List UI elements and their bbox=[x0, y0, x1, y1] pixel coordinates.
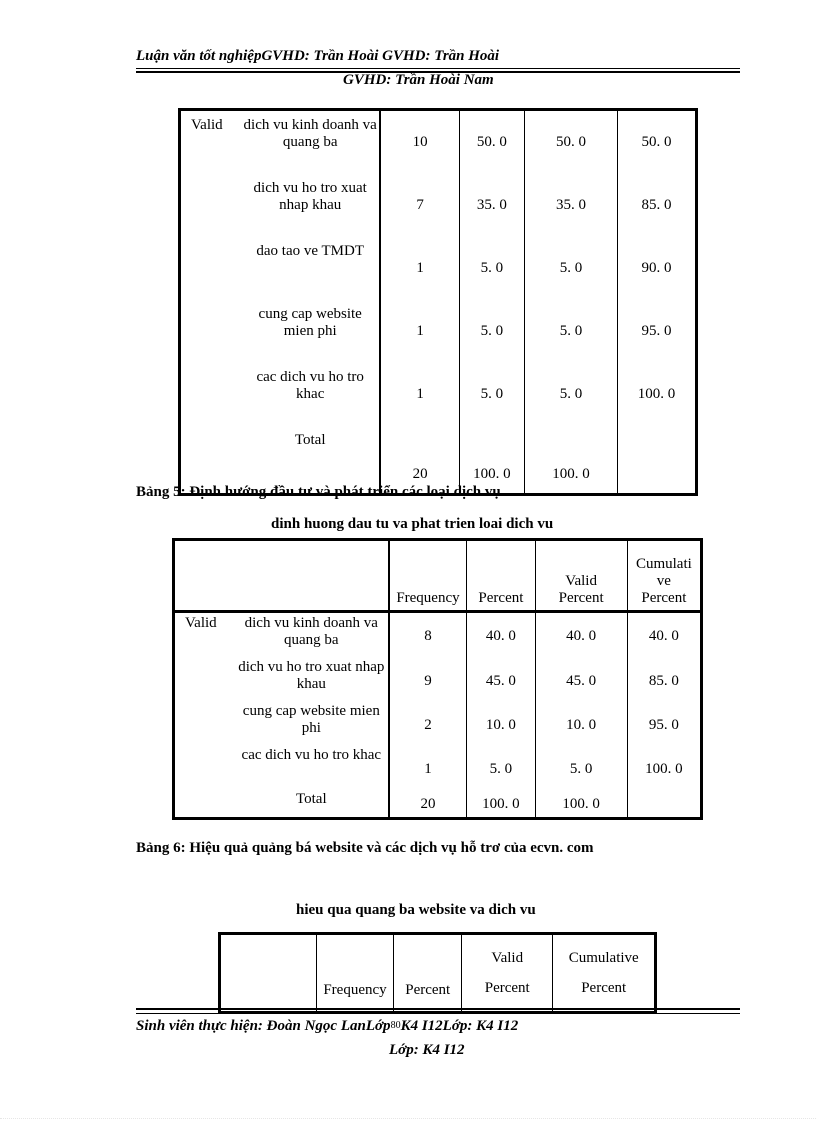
cumulative-cell: 85. 0 bbox=[627, 659, 701, 703]
percent-cell: 100. 0 bbox=[467, 791, 535, 819]
header-frequency: Frequency bbox=[389, 540, 467, 612]
category-label: cac dich vu ho tro khac bbox=[241, 747, 382, 763]
category-label: cung cap website mien phi bbox=[242, 703, 380, 736]
valid-percent-cell: 50. 0 bbox=[525, 110, 618, 175]
cumulative-cell bbox=[627, 791, 701, 819]
percent-cell: 45. 0 bbox=[467, 659, 535, 703]
table-header-row bbox=[174, 540, 702, 612]
frequency-cell: 20 bbox=[380, 426, 459, 495]
frequency-cell: 20 bbox=[389, 791, 467, 819]
table-row bbox=[174, 747, 702, 791]
valid-percent-cell: 100. 0 bbox=[525, 426, 618, 495]
percent-cell: 35. 0 bbox=[459, 174, 524, 237]
valid-percent-cell: 45. 0 bbox=[535, 659, 627, 703]
table6-caption: Bảng 6: Hiệu quả quảng bá website và các dịch vụ hỗ trơ của ecvn. com bbox=[136, 840, 594, 856]
header-valid-percent: Valid Percent bbox=[462, 934, 553, 1013]
table-header-row bbox=[220, 934, 656, 1013]
page-bottom-border bbox=[0, 1118, 816, 1119]
category-label: dich vu ho tro xuat nhap khau bbox=[238, 659, 385, 692]
valid-percent-cell: 100. 0 bbox=[535, 791, 627, 819]
running-footer-line1: Sinh viên thực hiện: Đoàn Ngọc LanLớp80K4 I12Lớp: K4 I12 bbox=[136, 1018, 519, 1034]
category-label: dao tao ve TMDT bbox=[256, 243, 364, 259]
category-label: dich vu ho tro xuat nhap khau bbox=[253, 180, 367, 213]
frequency-cell: 8 bbox=[389, 612, 467, 660]
table-row bbox=[180, 174, 697, 237]
table-row bbox=[180, 300, 697, 363]
table5-title: dinh huong dau tu va phat trien loai dich vu bbox=[271, 516, 554, 532]
frequency-cell: 10 bbox=[380, 110, 459, 175]
frequency-cell: 1 bbox=[389, 747, 467, 791]
table6-title: hieu qua quang ba website va dich vu bbox=[296, 902, 536, 918]
category-label: cac dich vu ho tro khac bbox=[256, 369, 364, 402]
valid-percent-cell: 5. 0 bbox=[525, 363, 618, 426]
frequency-cell: 2 bbox=[389, 703, 467, 747]
header-cumulative-percent: Cumulative Percent bbox=[553, 934, 656, 1013]
cumulative-cell: 40. 0 bbox=[627, 612, 701, 660]
cumulative-cell: 95. 0 bbox=[627, 703, 701, 747]
header-cumulative-percent: Cumulati ve Percent bbox=[627, 540, 701, 612]
category-label: cung cap website mien phi bbox=[258, 306, 362, 339]
cumulative-cell bbox=[617, 426, 696, 495]
total-label: Total bbox=[294, 432, 326, 448]
frequency-cell: 1 bbox=[380, 363, 459, 426]
table5-caption: Bảng 5: Định hướng đầu tư và phát triển các loại dịch vụ bbox=[136, 484, 501, 500]
cumulative-cell: 90. 0 bbox=[617, 237, 696, 300]
valid-percent-cell: 10. 0 bbox=[535, 703, 627, 747]
percent-cell: 5. 0 bbox=[459, 363, 524, 426]
frequency-cell: 9 bbox=[389, 659, 467, 703]
header-percent: Percent bbox=[394, 934, 462, 1013]
valid-label: Valid bbox=[185, 615, 217, 631]
table-row bbox=[180, 110, 697, 175]
header-valid-percent: Valid Percent bbox=[535, 540, 627, 612]
cumulative-cell: 95. 0 bbox=[617, 300, 696, 363]
percent-cell: 5. 0 bbox=[459, 300, 524, 363]
table-row bbox=[174, 659, 702, 703]
percent-cell: 5. 0 bbox=[459, 237, 524, 300]
percent-cell: 50. 0 bbox=[459, 110, 524, 175]
valid-percent-cell: 40. 0 bbox=[535, 612, 627, 660]
frequency-cell: 1 bbox=[380, 300, 459, 363]
cumulative-cell: 50. 0 bbox=[617, 110, 696, 175]
footer-rule-thick bbox=[136, 1008, 740, 1010]
percent-cell: 100. 0 bbox=[459, 426, 524, 495]
page-number: 80 bbox=[390, 1020, 401, 1031]
frequency-cell: 7 bbox=[380, 174, 459, 237]
cumulative-cell: 100. 0 bbox=[617, 363, 696, 426]
cumulative-cell: 100. 0 bbox=[627, 747, 701, 791]
valid-percent-cell: 5. 0 bbox=[525, 300, 618, 363]
table-row bbox=[180, 363, 697, 426]
running-header-line1: Luận văn tốt nghiệpGVHD: Trần Hoài GVHD: Trần Hoài bbox=[136, 48, 500, 64]
running-footer-line2: Lớp: K4 I12 bbox=[389, 1042, 465, 1058]
category-label: dich vu kinh doanh va quang ba bbox=[244, 615, 378, 648]
table-row bbox=[174, 703, 702, 747]
running-header-line2: GVHD: Trần Hoài Nam bbox=[343, 72, 494, 88]
table-promotion-effectiveness bbox=[218, 932, 657, 1014]
frequency-cell: 1 bbox=[380, 237, 459, 300]
valid-percent-cell: 5. 0 bbox=[525, 237, 618, 300]
table-total-row bbox=[174, 791, 702, 819]
valid-percent-cell: 5. 0 bbox=[535, 747, 627, 791]
table-row bbox=[180, 237, 697, 300]
footer-rule-thin bbox=[136, 1013, 740, 1014]
valid-percent-cell: 35. 0 bbox=[525, 174, 618, 237]
percent-cell: 5. 0 bbox=[467, 747, 535, 791]
percent-cell: 10. 0 bbox=[467, 703, 535, 747]
header-frequency: Frequency bbox=[316, 934, 394, 1013]
cumulative-cell: 85. 0 bbox=[617, 174, 696, 237]
header-percent: Percent bbox=[467, 540, 535, 612]
header-rule-thin bbox=[136, 68, 740, 69]
total-label: Total bbox=[296, 791, 327, 807]
valid-label: Valid bbox=[191, 117, 223, 133]
table-row bbox=[174, 612, 702, 660]
category-label: dich vu kinh doanh va quang ba bbox=[243, 117, 377, 150]
table-service-types-continued bbox=[178, 108, 698, 496]
table-investment-direction bbox=[172, 538, 703, 820]
percent-cell: 40. 0 bbox=[467, 612, 535, 660]
